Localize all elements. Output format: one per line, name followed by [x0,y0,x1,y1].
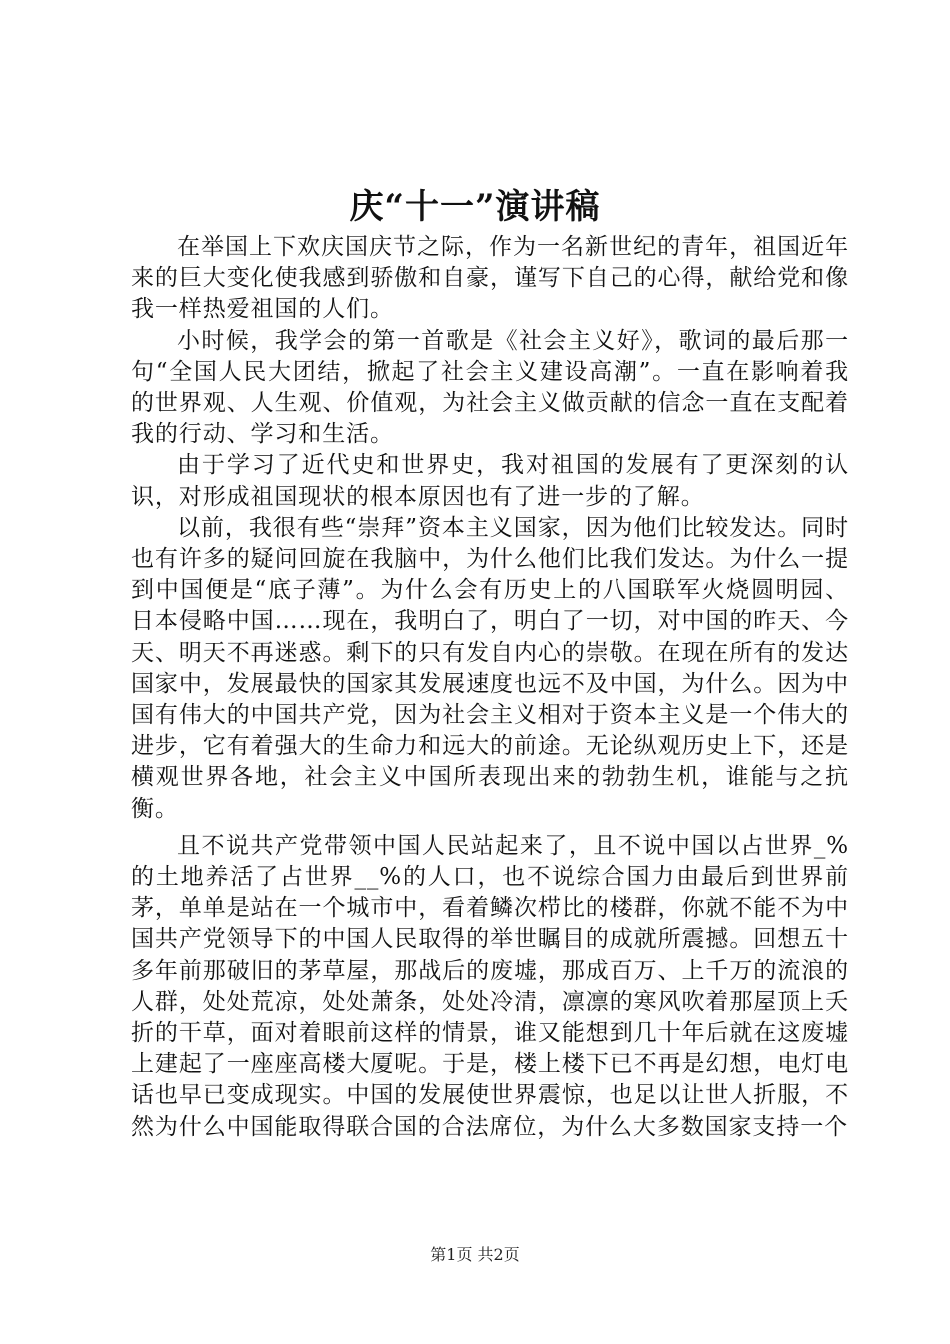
page-footer: 第1页 共2页 [430,1245,520,1264]
paragraph-1: 在举国上下欢庆国庆节之际，作为一名新世纪的青年，祖国近年来的巨大变化使我感到骄傲和自豪，谨写下自己的心得，献给党和像我一样热爱祖国的人们。 [131,234,849,323]
paragraph-2: 小时候，我学会的第一首歌是《社会主义好》，歌词的最后那一句“全国人民大团结，掀起了社会主义建设高潮”。一直在影响着我的世界观、人生观、价值观，为社会主义做贡献的信念一直在支配着我的行动、学习和生活。 [131,327,849,448]
paragraph-5: 且不说共产党带领中国人民站起来了，且不说中国以占世界_%的土地养活了占世界__%的人口，也不说综合国力由最后到世界前茅，单单是站在一个城市中，看着鳞次栉比的楼群，你就不能不为中国共产党领导下的中国人民取得的举世瞩目的成就所震撼。回想五十多年前那破旧的茅草屋，那战后的废墟，那成百万、上千万的流浪的人群，处处荒凉，处处萧条，处处冷清，凛凛的寒风吹着那屋顶上夭折的干草，面对着眼前这样的情景，谁又能想到几十年后就在这废墟上建起了一座座高楼大厦呢。于是，楼上楼下已不再是幻想，电灯电话也早已变成现实。中国的发展使世界震惊，也足以让世人折服，不然为什么中国能取得联合国的合法席位，为什么大多数国家支持一个 [131,832,849,1140]
paragraph-3: 由于学习了近代史和世界史，我对祖国的发展有了更深刻的认识，对形成祖国现状的根本原因也有了进一步的了解。 [131,452,849,510]
document-title: 庆“十一”演讲稿 [349,187,601,227]
paragraph-4: 以前，我很有些“崇拜”资本主义国家，因为他们比较发达。同时也有许多的疑问回旋在我脑中，为什么他们比我们发达。为什么一提到中国便是“底子薄”。为什么会有历史上的八国联军火烧圆明园、日本侵略中国……现在，我明白了，明白了一切，对中国的昨天、今天、明天不再迷惑。剩下的只有发自内心的崇敬。在现在所有的发达国家中，发展最快的国家其发展速度也远不及中国，为什么。因为中国有伟大的中国共产党，因为社会主义相对于资本主义是一个伟大的进步，它有着强大的生命力和远大的前途。无论纵观历史上下，还是横观世界各地，社会主义中国所表现出来的勃勃生机，谁能与之抗衡。 [131,514,849,822]
document-body [131,232,849,1143]
